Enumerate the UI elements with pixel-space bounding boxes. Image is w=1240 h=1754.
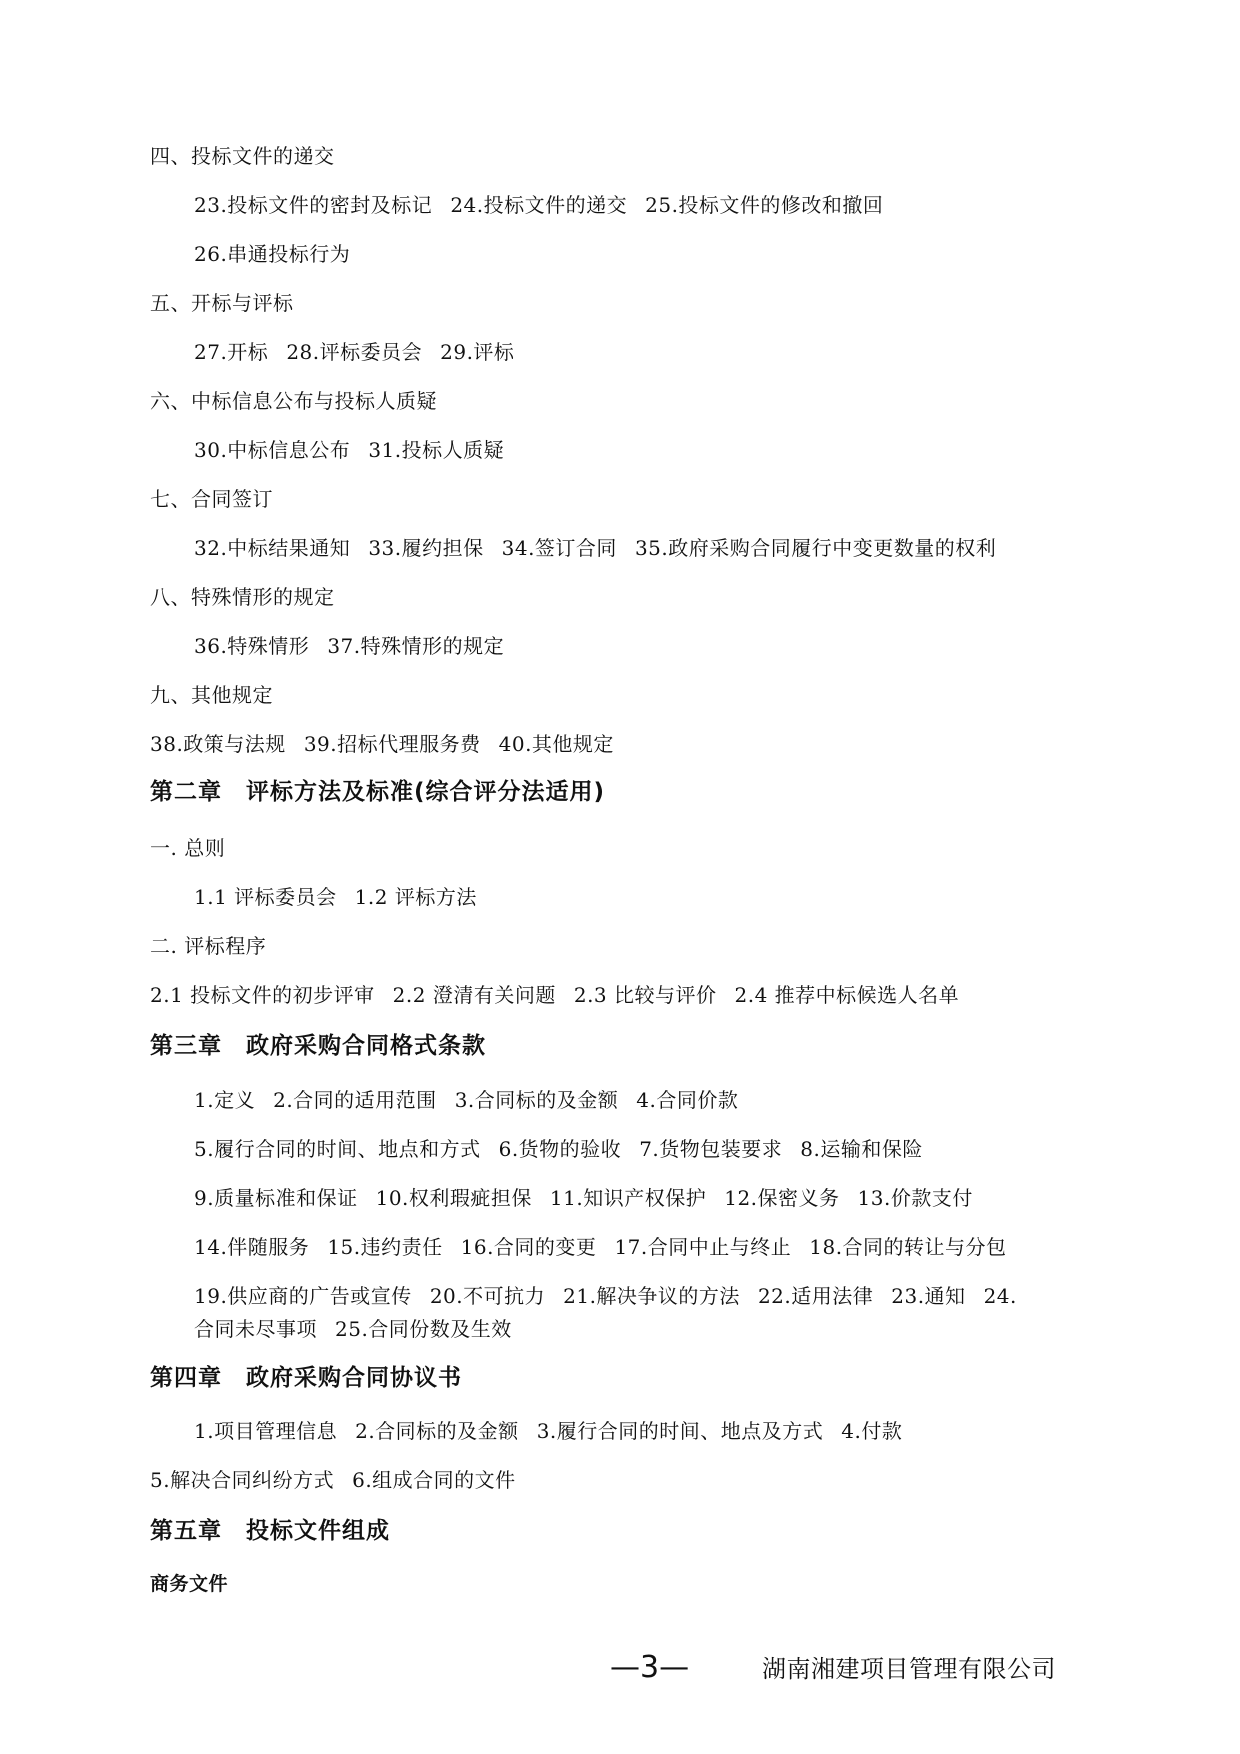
item-row	[194, 436, 504, 464]
toc-item: 5.解决合同纠纷方式	[150, 1468, 335, 1492]
toc-item: 25.投标文件的修改和撤回	[645, 193, 884, 217]
item-row	[194, 1086, 738, 1114]
item-row	[194, 1282, 1017, 1310]
toc-item: 1.2 评标方法	[354, 885, 477, 909]
item-row	[194, 534, 996, 562]
toc-item: 8.运输和保险	[800, 1137, 923, 1161]
item-row	[194, 1315, 512, 1343]
subsection-title: 商务文件	[150, 1573, 229, 1595]
toc-item: 5.履行合同的时间、地点和方式	[194, 1137, 481, 1161]
chapter-title: 第二章 评标方法及标准(综合评分法适用)	[150, 779, 606, 805]
item-row	[150, 981, 959, 1009]
toc-item: 14.伴随服务	[194, 1235, 310, 1259]
item-row	[194, 338, 514, 366]
section-title: 二. 评标程序	[150, 934, 267, 958]
section-title: 六、中标信息公布与投标人质疑	[150, 389, 437, 413]
toc-item: 33.履约担保	[368, 536, 484, 560]
toc-item: 2.2 澄清有关问题	[392, 983, 556, 1007]
toc-item: 1.项目管理信息	[194, 1419, 338, 1443]
toc-item: 30.中标信息公布	[194, 438, 351, 462]
toc-item: 3.履行合同的时间、地点及方式	[536, 1419, 824, 1443]
toc-item: 17.合同中止与终止	[614, 1235, 792, 1259]
chapter-title: 第四章 政府采购合同协议书	[150, 1365, 462, 1391]
toc-item: 4.付款	[841, 1419, 903, 1443]
toc-item: 13.价款支付	[857, 1186, 973, 1210]
company-name: 湖南湘建项目管理有限公司	[762, 1655, 1056, 1683]
toc-item: 25.合同份数及生效	[335, 1317, 512, 1341]
toc-item: 10.权利瑕疵担保	[375, 1186, 532, 1210]
toc-item: 2.3 比较与评价	[573, 983, 717, 1007]
toc-item: 36.特殊情形	[194, 634, 310, 658]
toc-item: 40.其他规定	[498, 732, 614, 756]
toc-item: 2.合同的适用范围	[273, 1088, 437, 1112]
toc-item: 23.通知	[891, 1284, 966, 1308]
toc-item: 4.合同价款	[636, 1088, 739, 1112]
section-title: 九、其他规定	[150, 683, 273, 707]
item-row	[194, 1233, 1007, 1261]
toc-item: 7.货物包装要求	[639, 1137, 783, 1161]
item-row	[194, 191, 883, 219]
toc-item: 2.4 推荐中标候选人名单	[734, 983, 960, 1007]
toc-item: 15.违约责任	[327, 1235, 443, 1259]
item-row	[194, 632, 504, 660]
toc-item: 9.质量标准和保证	[194, 1186, 358, 1210]
section-title: 一. 总则	[150, 836, 226, 860]
toc-item: 34.签订合同	[501, 536, 617, 560]
toc-item: 1.1 评标委员会	[194, 885, 337, 909]
toc-item: 27.开标	[194, 340, 269, 364]
toc-item: 23.投标文件的密封及标记	[194, 193, 433, 217]
toc-item: 37.特殊情形的规定	[327, 634, 505, 658]
toc-item: 6.货物的验收	[498, 1137, 622, 1161]
item-row	[194, 1135, 923, 1163]
toc-item: 38.政策与法规	[150, 732, 286, 756]
section-title: 八、特殊情形的规定	[150, 585, 335, 609]
toc-item: 3.合同标的及金额	[454, 1088, 619, 1112]
chapter-title: 第五章 投标文件组成	[150, 1518, 390, 1544]
toc-item: 32.中标结果通知	[194, 536, 351, 560]
item-row	[150, 730, 614, 758]
item-row	[194, 883, 477, 911]
chapter-title: 第三章 政府采购合同格式条款	[150, 1033, 486, 1059]
toc-item: 2.合同标的及金额	[355, 1419, 519, 1443]
toc-item: 6.组成合同的文件	[352, 1468, 516, 1492]
toc-item: 2.1 投标文件的初步评审	[150, 983, 375, 1007]
toc-item: 22.适用法律	[757, 1284, 874, 1308]
item-row	[194, 240, 350, 268]
toc-item: 21.解决争议的方法	[563, 1284, 740, 1308]
toc-item: 1.定义	[194, 1088, 256, 1112]
section-title: 七、合同签订	[150, 487, 273, 511]
toc-item: 12.保密义务	[724, 1186, 840, 1210]
toc-item: 24.投标文件的递交	[450, 193, 628, 217]
item-row	[194, 1417, 902, 1445]
toc-item: 20.不可抗力	[429, 1284, 546, 1308]
toc-item: 29.评标	[440, 340, 515, 364]
toc-item: 18.合同的转让与分包	[809, 1235, 1007, 1259]
section-title: 五、开标与评标	[150, 291, 294, 315]
toc-item: 16.合同的变更	[460, 1235, 597, 1259]
toc-item: 35.政府采购合同履行中变更数量的权利	[634, 536, 997, 560]
item-row	[150, 1466, 516, 1494]
toc-item: 合同未尽事项	[194, 1317, 317, 1341]
toc-item: 24.	[983, 1284, 1017, 1308]
section-title: 四、投标文件的递交	[150, 144, 335, 168]
item-row	[194, 1184, 973, 1212]
toc-item: 11.知识产权保护	[549, 1186, 707, 1210]
toc-item: 19.供应商的广告或宣传	[194, 1284, 412, 1308]
toc-item: 31.投标人质疑	[368, 438, 505, 462]
toc-item: 26.串通投标行为	[194, 242, 351, 266]
toc-item: 28.评标委员会	[286, 340, 423, 364]
toc-item: 39.招标代理服务费	[303, 732, 481, 756]
page-number: —3—	[610, 1650, 690, 1685]
